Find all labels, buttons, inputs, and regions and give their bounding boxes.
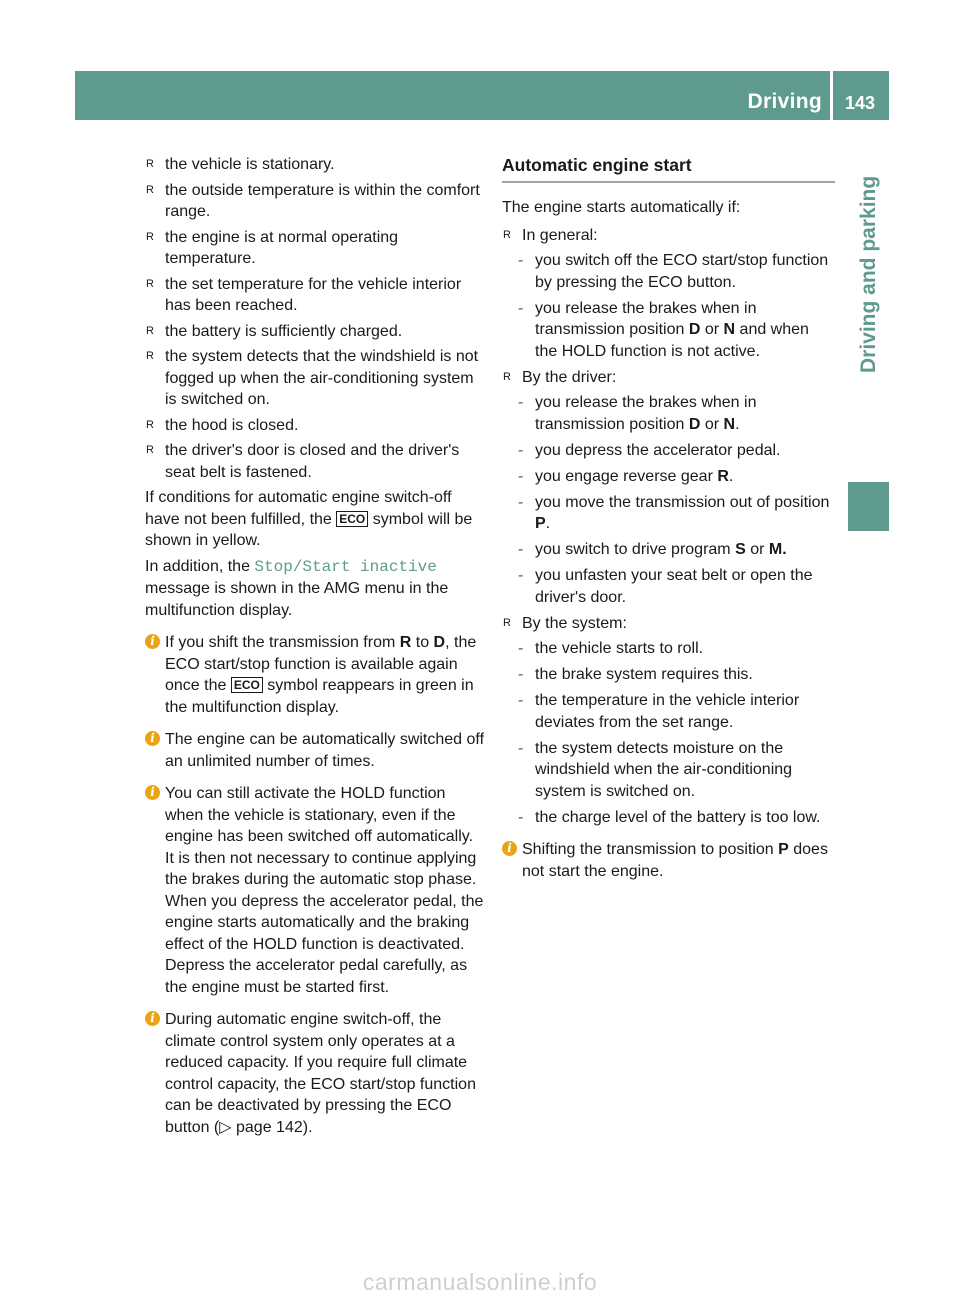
info-note: i Shifting the transmission to position P does not start the engine. <box>502 839 835 882</box>
paragraph-stop-start: In addition, the Stop/Start inactive message is shown in the AMG menu in the multifunction display. <box>145 557 449 619</box>
watermark: carmanualsonline.info <box>362 1269 598 1295</box>
right-column <box>502 154 835 886</box>
bullet-marker: R <box>146 277 154 290</box>
info-icon: i <box>145 1011 160 1026</box>
bullet-marker: R <box>146 158 154 170</box>
dash-marker: - <box>518 467 524 485</box>
dash-marker: - <box>518 299 524 317</box>
bullet-marker: R <box>146 183 154 196</box>
bullet-marker: R <box>146 350 154 362</box>
intro-text: The engine starts automatically if: <box>502 199 741 216</box>
info-note: i You can still activate the HOLD function when the vehicle is stationary, even if the engine has been switched off automatically. It is then not necessary to continue applying the brakes during the automatic stop phase. When you depress the accelerator pedal, the engine starts automatically and the braking effect of the HOLD function is deactivated. Depress the accelerator pedal carefully, as the engine must be started first. <box>145 783 485 998</box>
list-item: - the vehicle starts to roll. <box>502 638 835 660</box>
list-item: - you switch to drive program S or M. <box>502 539 835 561</box>
eco-symbol-icon: ECO <box>231 677 263 693</box>
dash-marker: - <box>518 640 524 657</box>
list-item: - you unfasten your seat belt or open the driver's door. <box>518 567 813 606</box>
bullet-marker: R <box>146 324 154 337</box>
list-item: - you move the transmission out of position P. <box>518 493 830 532</box>
info-icon: i <box>145 785 160 800</box>
list-item: R the set temperature for the vehicle interior has been reached. <box>146 275 462 314</box>
list-item: - the system detects moisture on the windshield when the air-conditioning system is switched on. <box>518 739 793 800</box>
info-note: i The engine can be automatically switched off an unlimited number of times. <box>145 729 485 772</box>
side-tab-label: Driving and parking <box>857 175 880 373</box>
bullet-marker: R <box>503 616 511 629</box>
page-number: 143 <box>845 93 876 113</box>
list-item: R the vehicle is stationary. <box>145 154 485 176</box>
info-note: i If you shift the transmission from R to D, the ECO start/stop function is available again once the ECO symbol reappears in green in the multifunction display. <box>145 632 485 718</box>
bullet-marker: R <box>146 418 154 431</box>
eco-symbol-icon: ECO <box>336 511 368 527</box>
info-icon: i <box>502 841 517 856</box>
bullet-marker: R <box>503 228 511 241</box>
list-item: - you release the brakes when in transmission position D or N and when the HOLD function is not active. <box>518 299 809 360</box>
list-item: - you switch off the ECO start/stop function by pressing the ECO button. <box>518 252 829 291</box>
dash-marker: - <box>518 541 524 558</box>
group-label: R By the driver: <box>502 367 835 389</box>
section-title-header: Driving <box>747 90 822 113</box>
dash-marker: - <box>518 441 524 459</box>
dash-marker: - <box>518 666 524 683</box>
list-item: R the system detects that the windshield is not fogged up when the air-conditioning system is switched on. <box>146 348 479 408</box>
group-label: R In general: <box>502 225 835 247</box>
bullet-marker: R <box>503 370 511 383</box>
list-item: R the outside temperature is within the comfort range. <box>146 181 480 220</box>
side-tab <box>848 120 889 485</box>
list-item: R the driver's door is closed and the driver's seat belt is fastened. <box>146 442 460 481</box>
dash-marker: - <box>518 493 524 511</box>
list-item: R the hood is closed. <box>145 415 485 437</box>
info-icon: i <box>145 731 160 746</box>
bullet-marker: R <box>146 230 154 243</box>
dash-marker: - <box>518 567 524 584</box>
dash-marker: - <box>518 252 524 269</box>
dash-marker: - <box>518 394 524 411</box>
side-tab-marker <box>848 482 889 531</box>
info-note: i During automatic engine switch-off, the climate control system only operates at a reduced capacity. If you require full climate control capacity, the ECO start/stop function can be deactivated by pressing the ECO button (▷ page 142). <box>145 1009 485 1138</box>
page-title: Automatic engine start <box>502 154 835 183</box>
list-item: - the brake system requires this. <box>502 664 835 686</box>
list-item: - you depress the accelerator pedal. <box>502 440 835 462</box>
list-item: R the battery is sufficiently charged. <box>145 321 485 343</box>
dash-marker: - <box>518 808 524 826</box>
list-item: R the engine is at normal operating temperature. <box>146 228 399 267</box>
display-message: Stop/Start inactive <box>254 557 437 576</box>
list-item: - you engage reverse gear R. <box>502 466 835 488</box>
info-icon: i <box>145 634 160 649</box>
list-item: - the charge level of the battery is too low. <box>502 807 835 829</box>
bullet-marker: R <box>146 444 154 456</box>
header-divider <box>830 71 833 120</box>
dash-marker: - <box>518 692 524 709</box>
dash-marker: - <box>518 739 524 757</box>
paragraph-eco-yellow: If conditions for automatic engine switch-off have not been fulfilled, the ECO symbol will be shown in yellow. <box>145 489 473 549</box>
group-label: R By the system: <box>502 613 835 635</box>
left-column <box>145 154 485 1142</box>
list-item: - you release the brakes when in transmission position D or N. <box>518 394 757 433</box>
list-item: - the temperature in the vehicle interior deviates from the set range. <box>518 692 800 731</box>
